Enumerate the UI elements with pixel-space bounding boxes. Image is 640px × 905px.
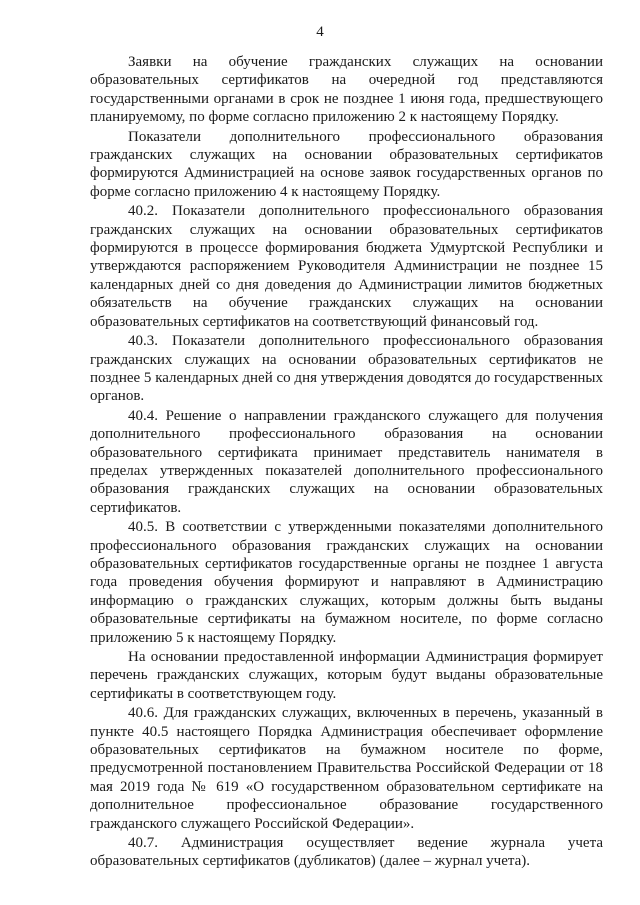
paragraph-40-3: 40.3. Показатели дополнительного профессионального образования гражданских служащих на основании образовательных сертификатов не позднее 5 календарных дней со дня утверждения доводятся до государственных органов. — [90, 333, 603, 405]
paragraph-indicators-formation: Показатели дополнительного профессионального образования гражданских служащих на основании образовательных сертификатов формируются Администрацией на основе заявок государственных органов по форме согласно приложению 4 к настоящему Порядку. — [90, 128, 603, 200]
paragraph-list-formation: На основании предоставленной информации Администрация формирует перечень гражданских служащих, которым будут выданы образовательные сертификаты в соответствующем году. — [90, 649, 603, 702]
paragraph-applications: Заявки на обучение гражданских служащих на основании образовательных сертификатов на очередной год представляются государственными органами в срок не позднее 1 июня года, предшествующего планируемому, по форме согласно приложению 2 к настоящему Порядку. — [90, 54, 603, 126]
paragraph-40-6: 40.6. Для гражданских служащих, включенных в перечень, указанный в пункте 40.5 настоящего Порядка Администрация обеспечивает оформление образовательных сертификатов на бумажном носителе по форме, предусмотренной постановлением Правительства Российской Федерации от 18 мая 2019 года № 619 «О государственном образовательном сертификате на дополнительное профессиональное образование государственного гражданского служащего Российской Федерации». — [90, 705, 603, 832]
paragraph-40-7: 40.7. Администрация осуществляет ведение журнала учета образовательных сертификатов (дубликатов) (далее – журнал учета). — [90, 835, 603, 870]
paragraph-40-4: 40.4. Решение о направлении гражданского служащего для получения дополнительного профессионального образования на основании образовательного сертификата принимает представитель нанимателя в пределах утвержденных показателей дополнительного профессионального образования гражданских служащих на основании образовательных сертификатов. — [90, 407, 603, 516]
paragraph-40-2: 40.2. Показатели дополнительного профессионального образования гражданских служащих на основании образовательных сертификатов формируются в процессе формирования бюджета Удмуртской Республики и утверждаются распоряжением Руководителя Администрации не позднее 15 календарных дней со дня доведения до Администрации лимитов бюджетных обязательств на обучение гражданских служащих на основании образовательных сертификатов на соответствующий финансовый год. — [90, 203, 603, 330]
paragraph-40-5: 40.5. В соответствии с утвержденными показателями дополнительного профессионального образования гражданских служащих на основании образовательных сертификатов государственные органы не позднее 1 августа года проведения обучения формируют и направляют в Администрацию информацию о гражданских служащих, которым должны быть выданы образовательные сертификаты на бумажном носителе, по форме согласно приложению 5 к настоящему Порядку. — [90, 519, 603, 646]
document-body — [90, 53, 603, 872]
page-number: 4 — [316, 24, 324, 40]
